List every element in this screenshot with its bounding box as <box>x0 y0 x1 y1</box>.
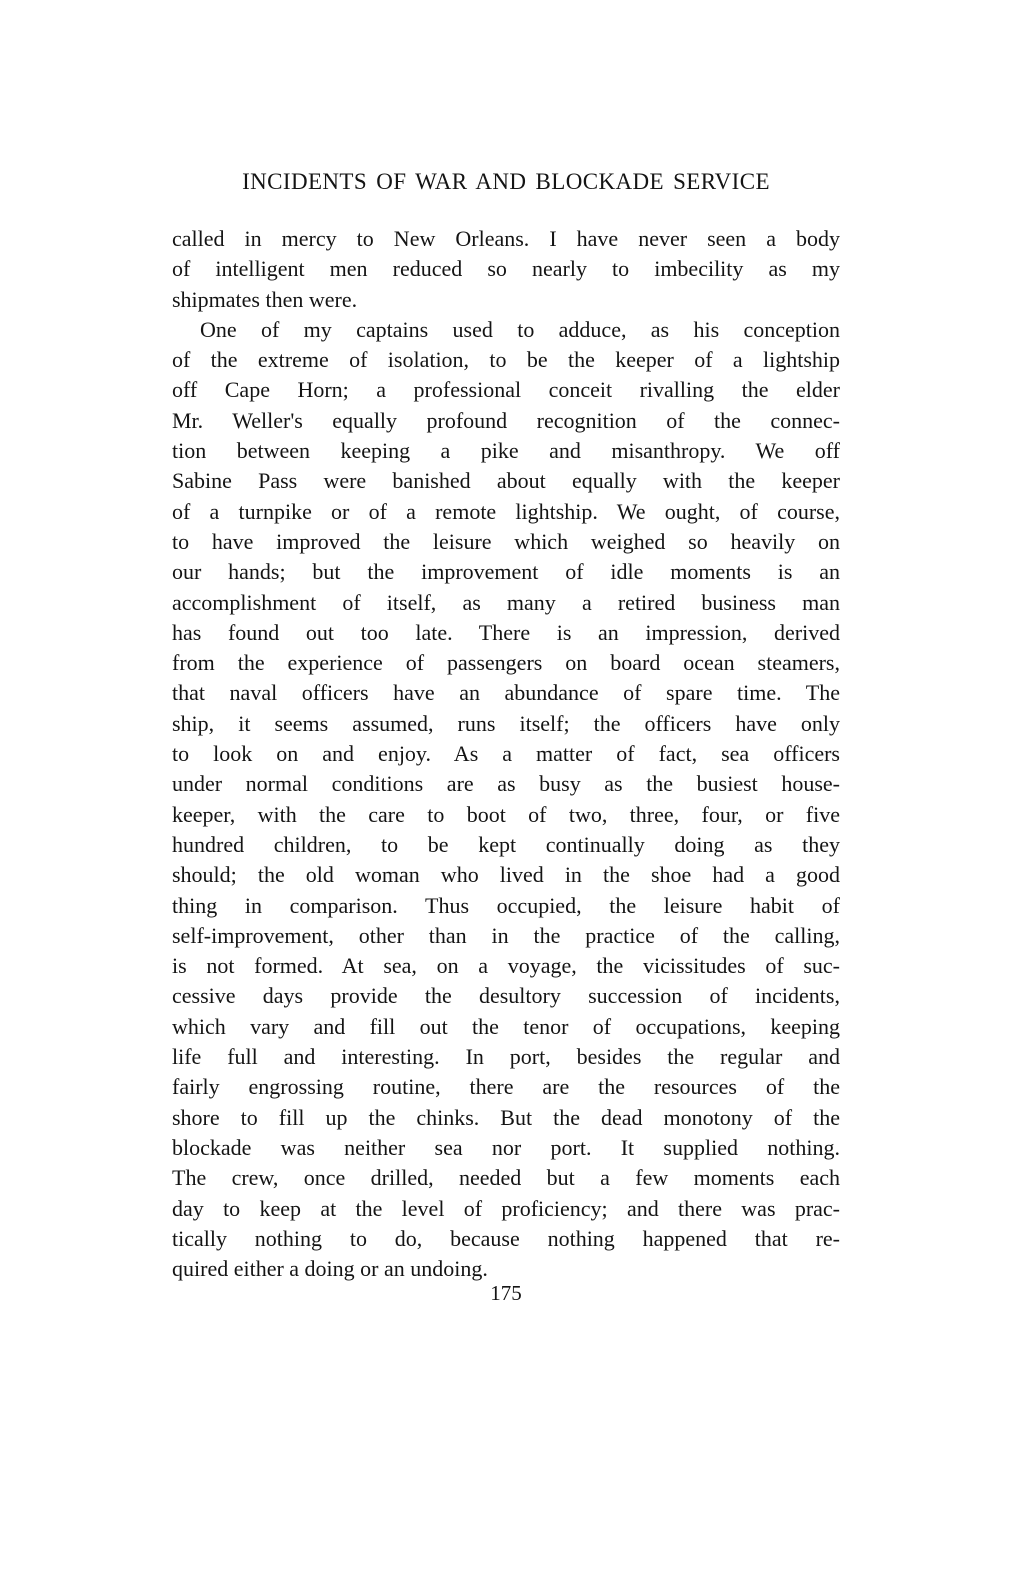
text-line: to look on and enjoy. As a matter of fact, sea officers <box>172 741 840 767</box>
text-line: which vary and fill out the tenor of occupations, keeping <box>172 1013 840 1039</box>
text-line: keeper, with the care to boot of two, three, four, or five <box>172 801 840 827</box>
text-line: thing in comparison. Thus occupied, the leisure habit of <box>172 892 840 918</box>
text-line: called in mercy to New Orleans. I have never seen a body <box>172 226 840 251</box>
text-line: self-improvement, other than in the practice of the calling, <box>172 922 840 948</box>
text-line: from the experience of passengers on board ocean steamers, <box>172 650 840 676</box>
text-line: to have improved the leisure which weighed so heavily on <box>172 528 840 554</box>
text-line: that naval officers have an abundance of spare time. The <box>172 680 840 706</box>
text-line: should; the old woman who lived in the shoe had a good <box>172 862 840 888</box>
text-line: off Cape Horn; a professional conceit rivalling the elder <box>172 377 840 403</box>
text-line: of a turnpike or of a remote lightship. We ought, of course, <box>172 498 840 524</box>
text-line: our hands; but the improvement of idle moments is an <box>172 559 840 585</box>
running-head: INCIDENTS OF WAR AND BLOCKADE SERVICE <box>242 169 770 194</box>
text-line: ship, it seems assumed, runs itself; the officers have only <box>172 710 840 736</box>
text-line: shipmates then were. <box>172 286 358 312</box>
text-line: blockade was neither sea nor port. It supplied nothing. <box>172 1134 840 1160</box>
text-line: under normal conditions are as busy as the busiest house- <box>172 771 840 797</box>
text-line: Mr. Weller's equally profound recognition of the connec- <box>172 407 840 433</box>
text-line: Sabine Pass were banished about equally with the keeper <box>172 468 840 494</box>
text-line: of intelligent men reduced so nearly to imbecility as my <box>172 256 840 282</box>
text-line: day to keep at the level of proficiency; and there was prac- <box>172 1195 840 1221</box>
page-number: 175 <box>490 1281 522 1305</box>
text-line: hundred children, to be kept continually doing as they <box>172 831 840 857</box>
text-line: tically nothing to do, because nothing happened that re- <box>172 1225 840 1251</box>
text-line: shore to fill up the chinks. But the dead monotony of the <box>172 1104 840 1130</box>
body-text <box>172 224 840 1284</box>
text-line: The crew, once drilled, needed but a few moments each <box>172 1165 840 1191</box>
text-line: accomplishment of itself, as many a retired business man <box>172 589 840 615</box>
text-line: has found out too late. There is an impression, derived <box>172 619 840 645</box>
text-line: of the extreme of isolation, to be the keeper of a lightship <box>172 347 840 373</box>
text-line: One of my captains used to adduce, as his conception <box>200 316 840 342</box>
text-line: tion between keeping a pike and misanthropy. We off <box>172 438 840 464</box>
text-line: cessive days provide the desultory succession of incidents, <box>172 983 840 1009</box>
text-line: is not formed. At sea, on a voyage, the vicissitudes of suc- <box>172 953 840 979</box>
text-line: quired either a doing or an undoing. <box>172 1256 488 1282</box>
text-line: fairly engrossing routine, there are the resources of the <box>172 1074 840 1100</box>
text-line: life full and interesting. In port, besides the regular and <box>172 1044 840 1070</box>
